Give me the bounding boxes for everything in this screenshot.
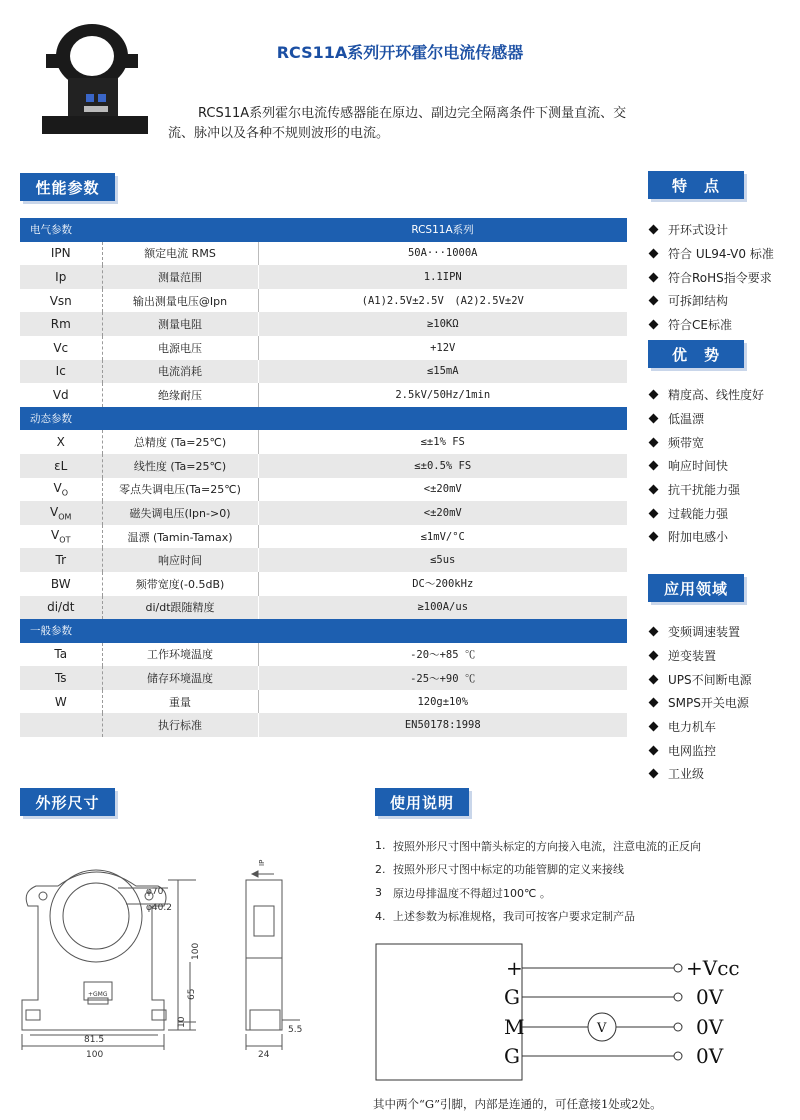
pin-g1: G — [504, 985, 520, 1009]
diamond-bullet-icon — [649, 225, 659, 235]
dim-outer-diameter: φ70 — [146, 887, 164, 897]
list-item: 电网监控 — [650, 738, 800, 762]
wiring-diagram — [372, 940, 740, 1085]
diamond-bullet-icon — [649, 698, 659, 708]
pin-m: M — [504, 1015, 525, 1039]
dim-inner-diameter: φ40.2 — [146, 903, 172, 913]
section-usage: 使用说明 — [375, 788, 469, 816]
table-row: IPN 额定电流 RMS 50A···1000A — [20, 242, 627, 266]
section-performance: 性能参数 — [20, 173, 115, 201]
dim-width-total: 100 — [86, 1050, 104, 1060]
dim-height-mid: 65 — [187, 988, 197, 1000]
footnote: 其中两个“G”引脚，内部是连通的，可任意接1处或2处。 — [373, 1097, 662, 1111]
diamond-bullet-icon — [649, 651, 659, 661]
dim-height-base: 10 — [177, 1016, 187, 1028]
dim-height-total: 100 — [191, 942, 201, 960]
list-item: 1. 按照外形尺寸图中箭头标定的方向接入电流，注意电流的正反向 — [375, 839, 701, 853]
list-item: 符合 UL94-V0 标准 — [650, 242, 800, 266]
diamond-bullet-icon — [649, 532, 659, 542]
list-item: 符合CE标准 — [650, 313, 800, 337]
list-item: 开环式设计 — [650, 218, 800, 242]
table-row: X 总精度 (Ta=25℃) ≤±1% FS — [20, 430, 627, 454]
diamond-bullet-icon — [649, 508, 659, 518]
list-item: 响应时间快 — [650, 454, 800, 478]
list-item: 变频调速装置 — [650, 620, 800, 644]
diamond-bullet-icon — [649, 769, 659, 779]
section-dimensions: 外形尺寸 — [20, 788, 115, 816]
list-item: 2. 按照外形尺寸图中标定的功能管脚的定义来接线 — [375, 862, 624, 877]
section-advantages: 优 势 — [648, 340, 744, 368]
diamond-bullet-icon — [649, 674, 659, 684]
list-item: 过载能力强 — [650, 501, 800, 525]
section-applications: 应用领域 — [648, 574, 744, 602]
table-row: εL 线性度 (Ta=25℃) ≤±0.5% FS — [20, 454, 627, 478]
output-0v-2: 0V — [696, 1015, 724, 1039]
dim-width-holes: 81.5 — [84, 1035, 105, 1045]
electrical-header: 电气参数 — [20, 218, 258, 242]
table-row: $V_{OT}$ 温漂 (Tamin-Tamax) ≤1mV/°C — [20, 525, 627, 549]
output-0v-3: 0V — [696, 1044, 724, 1068]
diamond-bullet-icon — [649, 249, 659, 259]
diamond-bullet-icon — [649, 414, 659, 424]
features-list — [650, 218, 800, 336]
diamond-bullet-icon — [649, 320, 659, 330]
list-item: 4. 上述参数为标准规格，我司可按客户要求定制产品 — [375, 909, 635, 924]
table-row: Vc 电源电压 +12V — [20, 336, 627, 360]
page-title: RCS11A系列开环霍尔电流传感器 — [276, 43, 524, 62]
dim-side-offset: 5.5 — [288, 1025, 303, 1035]
product-photo — [40, 16, 152, 138]
table-row: $V_{OM}$ 磁失调电压(Ipn->0) <±20mV — [20, 501, 627, 525]
diamond-bullet-icon — [649, 722, 659, 732]
list-item: 频带宽 — [650, 430, 800, 454]
diamond-bullet-icon — [649, 627, 659, 637]
arrow-label: IP — [258, 859, 266, 866]
table-row: di/dt di/dt跟随精度 ≥100A/us — [20, 596, 627, 620]
diamond-bullet-icon — [649, 485, 659, 495]
list-item: 逆变装置 — [650, 644, 800, 668]
voltmeter-label: V — [597, 1021, 607, 1036]
diamond-bullet-icon — [649, 296, 659, 306]
list-item: UPS不间断电源 — [650, 667, 800, 691]
list-item: 3 原边母排温度不得超过100℃ 。 — [375, 886, 551, 900]
list-item: SMPS开关电源 — [650, 691, 800, 715]
table-row: Ip 测量范围 1.1IPN — [20, 265, 627, 289]
table-row: Ic 电流消耗 ≤15mA — [20, 360, 627, 384]
list-item: 抗干扰能力强 — [650, 478, 800, 502]
spec-table — [20, 218, 627, 737]
list-item: 低温漂 — [650, 407, 800, 431]
section-features: 特 点 — [648, 171, 744, 199]
table-row: Tr 响应时间 ≤5us — [20, 548, 627, 572]
instructions-list — [375, 834, 795, 928]
dim-side-width: 24 — [258, 1050, 270, 1060]
table-header-dynamic — [20, 407, 627, 431]
series-header: RCS11A系列 — [258, 218, 627, 242]
list-item: 可拆卸结构 — [650, 289, 800, 313]
pin-plus: + — [506, 956, 523, 980]
advantages-list — [650, 383, 800, 549]
diamond-bullet-icon — [649, 437, 659, 447]
applications-list — [650, 620, 800, 786]
intro-text: RCS11A系列霍尔电流传感器能在原边、副边完全隔离条件下测量直流、交流、脉冲以及各种不规则波形的电流。 — [168, 106, 627, 141]
list-item: 符合RoHS指令要求 — [650, 265, 800, 289]
pin-g2: G — [504, 1044, 520, 1068]
pin-text: +GMG — [88, 991, 108, 998]
list-item: 工业级 — [650, 762, 800, 786]
table-row: Vd 绝缘耐压 2.5kV/50Hz/1min — [20, 383, 627, 407]
diamond-bullet-icon — [649, 390, 659, 400]
diamond-bullet-icon — [649, 461, 659, 471]
dimension-drawing — [18, 850, 318, 1065]
list-item: 附加电感小 — [650, 525, 800, 549]
table-header-electrical — [20, 218, 627, 242]
diamond-bullet-icon — [649, 272, 659, 282]
table-row: Vsn 输出测量电压@Ipn (A1)2.5V±2.5V (A2)2.5V±2V — [20, 289, 627, 313]
diamond-bullet-icon — [649, 745, 659, 755]
table-row: W 重量 120g±10% — [20, 690, 627, 714]
table-row: BW 频带宽度(-0.5dB) DC～200kHz — [20, 572, 627, 596]
table-row: $V_O$ 零点失调电压(Ta=25℃) <±20mV — [20, 478, 627, 502]
table-row: Ts 储存环境温度 -25～+90 ℃ — [20, 666, 627, 690]
table-row: 执行标准 EN50178:1998 — [20, 713, 627, 737]
dynamic-header: 动态参数 — [20, 407, 627, 431]
table-row: Rm 测量电阻 ≥10KΩ — [20, 312, 627, 336]
list-item: 精度高、线性度好 — [650, 383, 800, 407]
table-header-general — [20, 619, 627, 643]
table-row: Ta 工作环境温度 -20～+85 ℃ — [20, 643, 627, 667]
output-0v-1: 0V — [696, 985, 724, 1009]
general-header: 一般参数 — [20, 619, 627, 643]
list-item: 电力机车 — [650, 715, 800, 739]
output-vcc: +Vcc — [686, 956, 740, 980]
